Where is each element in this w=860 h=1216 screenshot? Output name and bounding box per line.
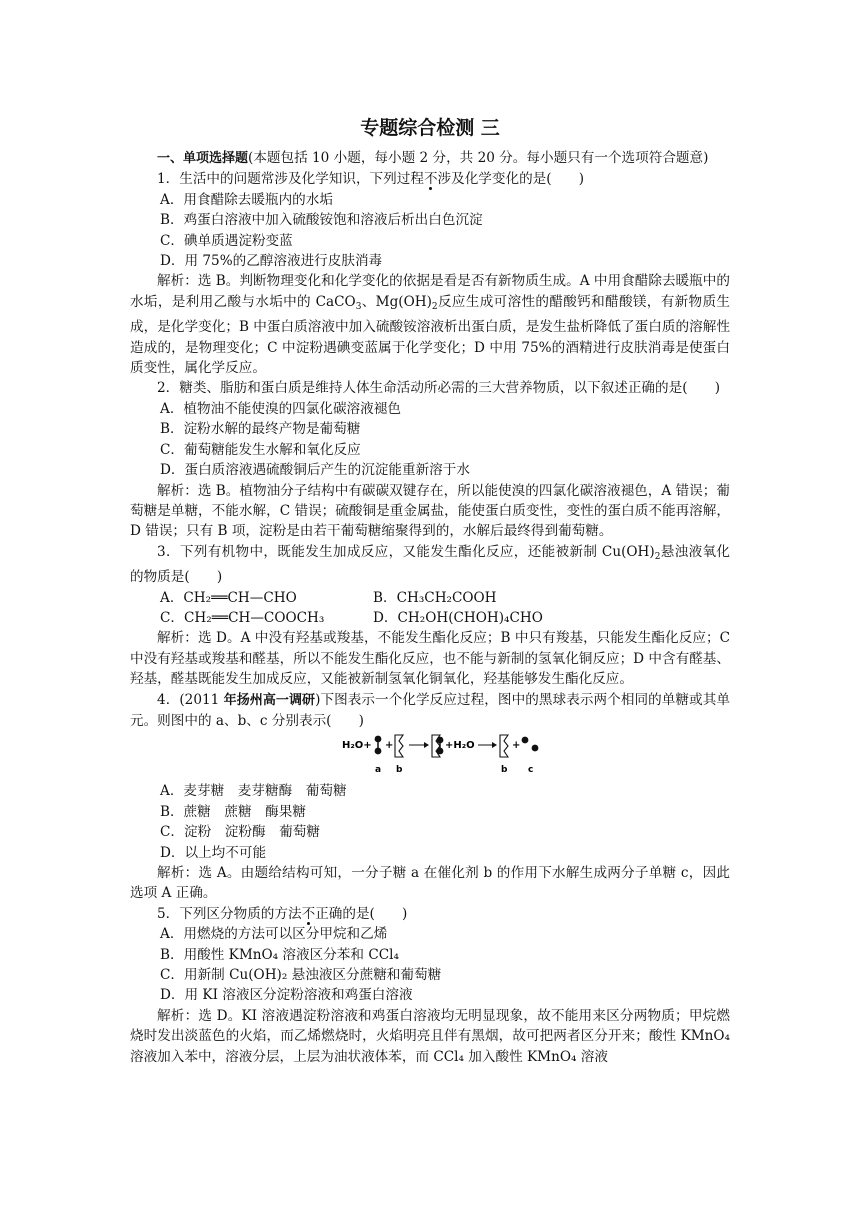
reaction-diagram-svg [340, 733, 540, 777]
monosaccharide-ball [375, 748, 382, 755]
question-3-analysis: 解析：选 D。A 中没有羟基或羧基，不能发生酯化反应；B 中只有羧基，只能发生酯化反应；C 中没有羟基或羧基和醛基，所以不能发生酯化反应，也不能与新制的氢氧化铜反应；D 中含有醛基、羟基，醛基既能发生加成反应，又能被新制氢氧化铜氧化，羟基能够发生酯化反应。 [130, 630, 730, 688]
question-5-option: C．用新制 Cu(OH)₂ 悬浊液区分蔗糖和葡萄糖 [160, 967, 442, 984]
question-1-stem: 1．生活中的问题常涉及化学知识，下列过程不涉及化学变化的是( ) [157, 171, 585, 188]
question-3-option: C．CH₂══CH—COOCH₃ [160, 609, 325, 626]
question-4-option: A．麦芽糖 麦芽糖酶 葡萄糖 [160, 783, 347, 800]
monosaccharide-ball [437, 737, 444, 744]
label-b: b [396, 765, 403, 776]
question-3-option: D．CH₂OH(CHOH)₄CHO [373, 609, 543, 626]
document-body [130, 148, 730, 1067]
svg-text:+: + [385, 740, 394, 752]
label-a: a [375, 765, 382, 776]
question-4-stem: 4．(2011 年扬州高一调研)下图表示一个化学反应过程，图中的黑球表示两个相同的单糖或其单元。则图中的 a、b、c 分别表示( ) [130, 691, 730, 729]
emphasis-mark: 不 [423, 171, 438, 188]
source-label: 年扬州高一调研 [223, 692, 316, 708]
question-4-analysis: 解析：选 A。由题给结构可知，一分子糖 a 在催化剂 b 的作用下水解生成两分子单糖 c，因此选项 A 正确。 [130, 865, 730, 902]
question-3-option: B．CH₃CH₂COOH [373, 589, 497, 606]
question-5-option: A．用燃烧的方法可以区分甲烷和乙烯 [160, 926, 388, 943]
question-1-option: D．用 75%的乙醇溶液进行皮肤消毒 [160, 253, 383, 270]
question-1-option: A．用食醋除去暖瓶内的水垢 [160, 191, 333, 208]
label-c: c [528, 765, 534, 776]
question-2-stem: 2．糖类、脂肪和蛋白质是维持人体生命活动所必需的三大营养物质，以下叙述正确的是( ) [157, 380, 721, 397]
emphasis-mark: 不 [301, 905, 316, 922]
question-3-option: A．CH₂══CH—CHO [160, 589, 297, 606]
reaction-diagram [130, 733, 730, 777]
monosaccharide-ball [437, 748, 444, 755]
question-1-option: C．碘单质遇淀粉变蓝 [160, 232, 293, 249]
question-2-analysis: 解析：选 B。植物油分子结构中有碳碳双键存在，所以能使溴的四氯化碳溶液褪色，A 错误；葡萄糖是单糖，不能水解，C 错误；硫酸铜是重金属盐，能使蛋白质变性，变性的蛋白质不能再溶解，D 错误；只有 B 项，淀粉是由若干葡萄糖缩聚得到的，水解后最终得到葡萄糖。 [130, 482, 730, 540]
question-2-option: A．植物油不能使溴的四氯化碳溶液褪色 [160, 400, 401, 417]
enzyme-shape [395, 735, 403, 757]
question-4-option: B．蔗糖 蔗糖 酶果糖 [160, 803, 306, 820]
enzyme-shape [500, 735, 508, 757]
diagram-water-left: H₂O+ [342, 740, 372, 752]
monosaccharide-ball [522, 737, 529, 744]
question-5-option: D．用 KI 溶液区分淀粉溶液和鸡蛋白溶液 [160, 987, 413, 1004]
svg-text:+: + [512, 740, 521, 752]
question-5-analysis: 解析：选 D。KI 溶液遇淀粉溶液和鸡蛋白溶液均无明显现象，故不能用来区分两物质；甲烷燃烧时发出淡蓝色的火焰，而乙烯燃烧时，火焰明亮且伴有黑烟，故可把两者区分开来；酸性 KMnO₄ 溶液加入苯中，溶液分层，上层为油状液体苯，而 CCl₄ 加入酸性 KMnO₄ 溶液 [130, 1007, 730, 1065]
question-3-options-row [130, 588, 730, 608]
question-3-stem: 3．下列有机物中，既能发生加成反应，又能发生酯化反应，还能被新制 $Cu(OH)_2$悬浊液氧化的物质是( ) [130, 543, 731, 586]
question-5-option: B．用酸性 KMnO₄ 溶液区分苯和 CCl₄ [160, 946, 399, 963]
question-2-option: B．淀粉水解的最终产物是葡萄糖 [160, 421, 361, 438]
diagram-water-mid: +H₂O [445, 740, 475, 752]
question-4-option: C．淀粉 淀粉酶 葡萄糖 [160, 824, 320, 841]
section-heading: 一、单项选择题 [157, 151, 249, 166]
question-4-option: D．以上均不可能 [160, 844, 267, 861]
page-title: 专题综合检测 三 [360, 117, 500, 139]
monosaccharide-ball [532, 745, 539, 752]
label-b-after: b [501, 765, 508, 776]
question-5-stem: 5．下列区分物质的方法不正确的是( ) [157, 905, 408, 922]
question-2-option: C．葡萄糖能发生水解和氧化反应 [160, 441, 361, 458]
question-3-options-row [130, 608, 730, 628]
question-1-analysis: 解析：选 B。判断物理变化和化学变化的依据是看是否有新物质生成。A 中用食醋除去暖瓶中的水垢，是利用乙酸与水垢中的 CaCO$_3$、$Mg(OH)_2$反应生成可溶性的醋酸钙和醋酸镁，有新物质生成，是化学变化；B 中蛋白质溶液中加入硫酸铵溶液析出蛋白质，是发生盐析降低了蛋白质的溶解性造成的，是物理变化；C 中淀粉遇碘变蓝属于化学变化；D 中用 75%的酒精进行皮肤消毒是使蛋白质变性，属化学反应。 [130, 273, 730, 377]
monosaccharide-ball [375, 736, 382, 743]
section-intro: 一、单项选择题(本题包括 10 小题，每小题 2 分，共 20 分。每小题只有一个选项符合题意) [157, 150, 709, 166]
question-2-option: D．蛋白质溶液遇硫酸铜后产生的沉淀能重新溶于水 [160, 462, 470, 479]
question-1-option: B．鸡蛋白溶液中加入硫酸铵饱和溶液后析出白色沉淀 [160, 212, 483, 229]
